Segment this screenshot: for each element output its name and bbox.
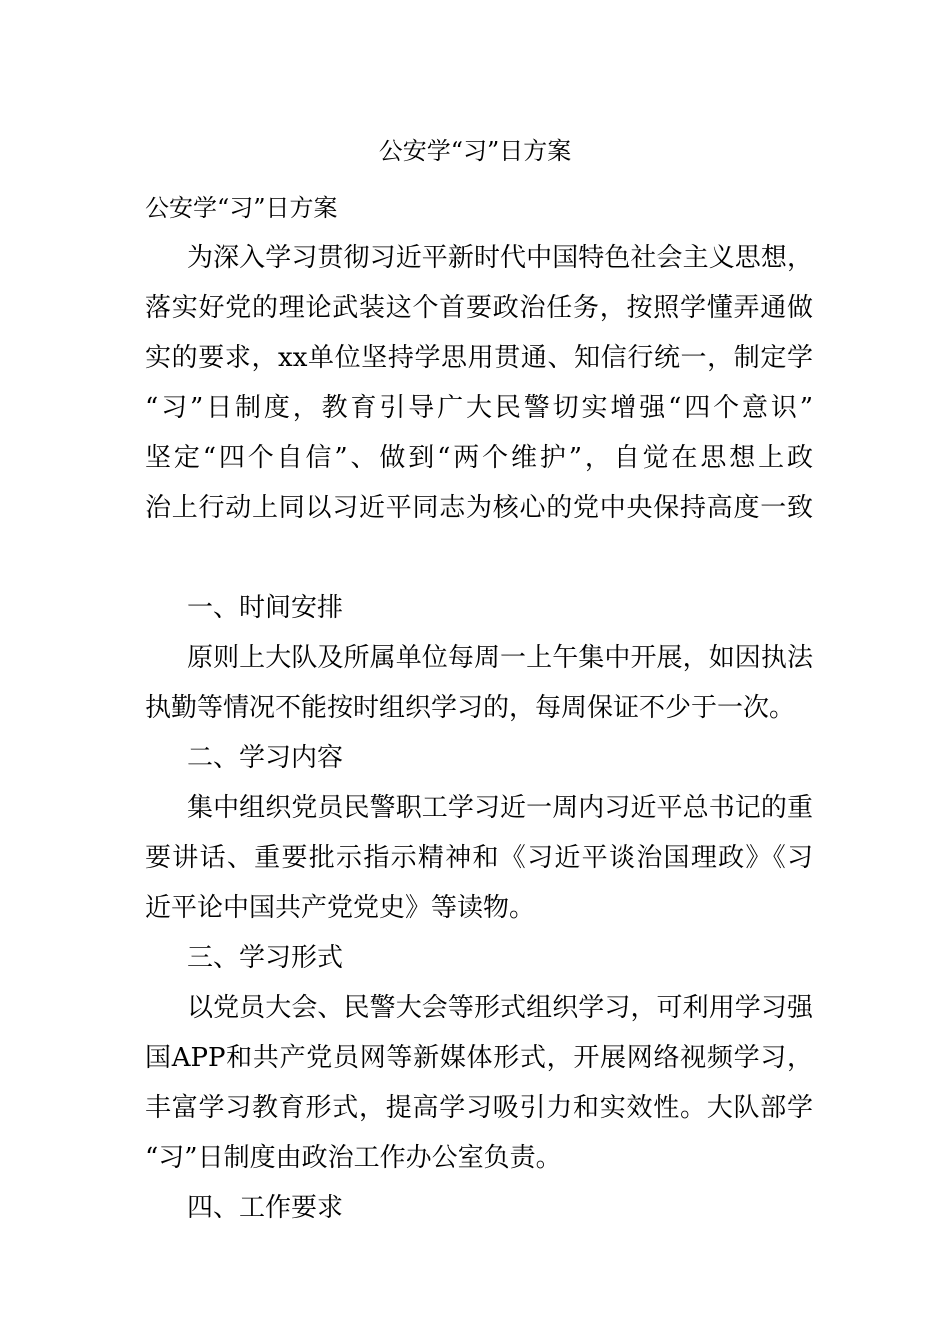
blank-line — [145, 533, 813, 583]
section-line: 原则上大队及所属单位每周一上午集中开展，如因执法 — [187, 643, 813, 673]
intro-line: 为深入学习贯彻习近平新时代中国特色社会主义思想， — [187, 243, 813, 273]
section-line: 集中组织党员民警职工学习近一周内习近平总书记的重 — [187, 793, 813, 823]
section-line: 近平论中国共产党党史》等读物。 — [145, 893, 536, 923]
intro-line: 治上行动上同以习近平同志为核心的党中央保持高度一致 — [145, 493, 813, 523]
section-heading: 三、学习形式 — [187, 943, 344, 973]
section-line: 国APP和共产党员网等新媒体形式，开展网络视频学习， — [145, 1043, 813, 1073]
document-body — [145, 183, 813, 1233]
section-line: “习”日制度由政治工作办公室负责。 — [145, 1143, 562, 1173]
section-heading: 一、时间安排 — [187, 593, 344, 623]
document-subtitle: 公安学“习”日方案 — [145, 194, 338, 222]
section-heading: 二、学习内容 — [187, 743, 344, 773]
section-line: 执勤等情况不能按时组织学习的，每周保证不少于一次。 — [145, 693, 796, 723]
section-line: 丰富学习教育形式，提高学习吸引力和实效性。大队部学 — [145, 1093, 813, 1123]
section-line: 要讲话、重要批示指示精神和《习近平谈治国理政》《习 — [145, 843, 813, 873]
intro-line: 实的要求，xx单位坚持学思用贯通、知信行统一，制定学 — [145, 343, 813, 373]
document-title: 公安学“习”日方案 — [378, 137, 572, 165]
intro-line: 落实好党的理论武装这个首要政治任务，按照学懂弄通做 — [145, 293, 813, 323]
section-line: 以党员大会、民警大会等形式组织学习，可利用学习强 — [187, 993, 813, 1023]
intro-line: 坚定“四个自信”、做到“两个维护”，自觉在思想上政 — [145, 443, 813, 473]
section-heading: 四、工作要求 — [187, 1193, 344, 1223]
intro-line: “习”日制度，教育引导广大民警切实增强“四个意识” — [145, 393, 813, 423]
